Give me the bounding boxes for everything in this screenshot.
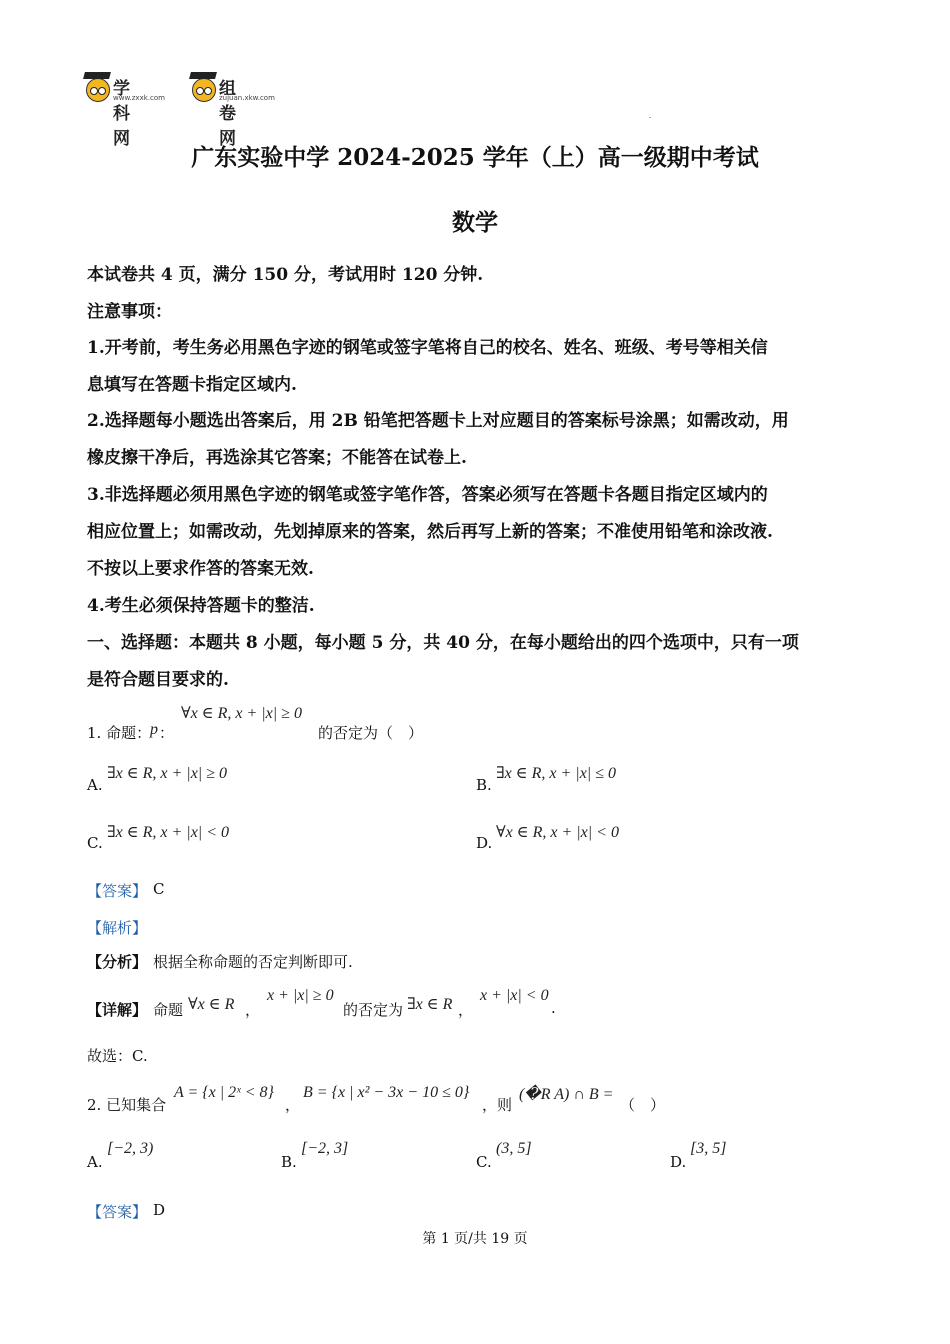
q2-paren: （ ） xyxy=(620,1096,666,1114)
q2-comma2: ，则 xyxy=(482,1096,513,1114)
q2-answer-tag: 【答案】 xyxy=(87,1203,148,1221)
notice-heading: 注意事项： xyxy=(87,302,172,322)
q1-option-c: ∃x ∈ R, x + |x| < 0 xyxy=(107,824,229,841)
q2-answer-value: D xyxy=(153,1201,166,1219)
exam-info: 本试卷共 4 页，满分 150 分，考试用时 120 分钟. xyxy=(87,265,484,285)
section-heading-cont: 是符合题目要求的. xyxy=(87,670,229,690)
graduation-cap-icon xyxy=(83,72,111,79)
q2-comma1: ， xyxy=(285,1096,301,1114)
q1-colon: ： xyxy=(159,724,175,742)
notice-item-3-cont: 相应位置上；如需改动，先划掉原来的答案，然后再写上新的答案；不准使用铅笔和涂改液. xyxy=(87,522,773,542)
q1-option-d: ∀x ∈ R, x + |x| < 0 xyxy=(496,824,619,841)
notice-item-3: 3.非选择题必须用黑色字迹的钢笔或签字笔作答，答案必须写在答题卡各题目指定区域内的 xyxy=(87,485,768,505)
q2-option-c: (3, 5] xyxy=(496,1140,532,1157)
q1-answer-value: C xyxy=(153,880,165,898)
q1-detail-text2: 的否定为 xyxy=(343,1001,404,1019)
q1-stem-math: ∀x ∈ R, x + |x| ≥ 0 xyxy=(181,705,302,722)
q1-var-p: p xyxy=(150,721,158,738)
q2-set-b: B = {x | x² − 3x − 10 ≤ 0} xyxy=(303,1084,470,1101)
q1-analysis-tag: 【解析】 xyxy=(87,919,148,937)
q1-detail-comma1: ， xyxy=(245,1001,261,1019)
subject-title: 数学 xyxy=(452,209,498,236)
q2-option-b: [−2, 3] xyxy=(301,1140,349,1157)
notice-item-1-cont: 息填写在答题卡指定区域内. xyxy=(87,375,297,395)
q2-expr: (�R A) ∩ B = xyxy=(519,1086,614,1103)
q2-stem-prefix: 2. 已知集合 xyxy=(87,1096,167,1114)
q1-option-c-label: C. xyxy=(87,834,103,852)
q2-option-b-label: B. xyxy=(281,1153,297,1171)
page-footer: 第 1 页/共 19 页 xyxy=(422,1231,528,1247)
page-title: 广东实验中学 2024-2025 学年（上）高一级期中考试 xyxy=(191,144,759,171)
q1-conclusion: 故选：C. xyxy=(87,1047,148,1065)
q1-option-b: ∃x ∈ R, x + |x| ≤ 0 xyxy=(496,765,616,782)
q1-option-a: ∃x ∈ R, x + |x| ≥ 0 xyxy=(107,765,227,782)
graduation-cap-icon xyxy=(189,72,217,79)
logo-name: 学科网 xyxy=(113,79,131,149)
owl-eye-icon xyxy=(196,87,204,95)
section-heading: 一、选择题：本题共 8 小题，每小题 5 分，共 40 分，在每小题给出的四个选项中，只有一项 xyxy=(87,633,799,653)
q2-option-d-label: D. xyxy=(670,1153,687,1171)
logo-url: zujuan.xkw.com xyxy=(219,94,275,102)
q1-detail-text1: 命题 xyxy=(153,1001,184,1019)
logo-url: www.zxxk.com xyxy=(113,94,165,102)
notice-item-1: 1.开考前，考生务必用黑色字迹的钢笔或签字笔将自己的校名、姓名、班级、考号等相关信 xyxy=(87,338,768,358)
q1-fenxi-text: 根据全称命题的否定判断即可. xyxy=(153,953,353,971)
notice-item-2: 2.选择题每小题选出答案后，用 2B 铅笔把答题卡上对应题目的答案标号涂黑；如需改动，用 xyxy=(87,411,789,431)
q1-detail-math3: ∃x ∈ R xyxy=(407,996,453,1013)
q1-option-b-label: B. xyxy=(476,776,492,794)
notice-item-4: 4.考生必须保持答题卡的整洁. xyxy=(87,596,315,616)
stray-dot xyxy=(649,117,651,118)
q1-option-a-label: A. xyxy=(87,776,103,794)
q1-number: 1. 命题： xyxy=(87,724,152,742)
q1-option-d-label: D. xyxy=(476,834,493,852)
owl-eye-icon xyxy=(90,87,98,95)
q1-detail-math4: x + |x| < 0 xyxy=(480,987,549,1004)
notice-item-3-cont2: 不按以上要求作答的答案无效. xyxy=(87,559,314,579)
q1-stem-suffix: 的否定为（ ） xyxy=(318,724,424,742)
q2-option-c-label: C. xyxy=(476,1153,492,1171)
q2-option-a-label: A. xyxy=(87,1153,103,1171)
q1-detail-comma2: ， xyxy=(458,1001,474,1019)
q1-fenxi-tag: 【分析】 xyxy=(87,953,148,971)
q1-detail-tag: 【详解】 xyxy=(87,1001,148,1019)
q2-option-d: [3, 5] xyxy=(690,1140,727,1157)
notice-item-2-cont: 橡皮擦干净后，再选涂其它答案；不能答在试卷上. xyxy=(87,448,467,468)
q1-detail-math1: ∀x ∈ R xyxy=(188,996,235,1013)
q1-detail-math2: x + |x| ≥ 0 xyxy=(267,987,334,1004)
q2-set-a: A = {x | 2ˣ < 8} xyxy=(174,1084,274,1101)
owl-eye-icon xyxy=(98,87,106,95)
owl-eye-icon xyxy=(204,87,212,95)
q1-detail-end: . xyxy=(551,999,556,1017)
q2-option-a: [−2, 3) xyxy=(107,1140,154,1157)
logo-name: 组卷网 xyxy=(219,79,237,149)
q1-answer-tag: 【答案】 xyxy=(87,882,148,900)
